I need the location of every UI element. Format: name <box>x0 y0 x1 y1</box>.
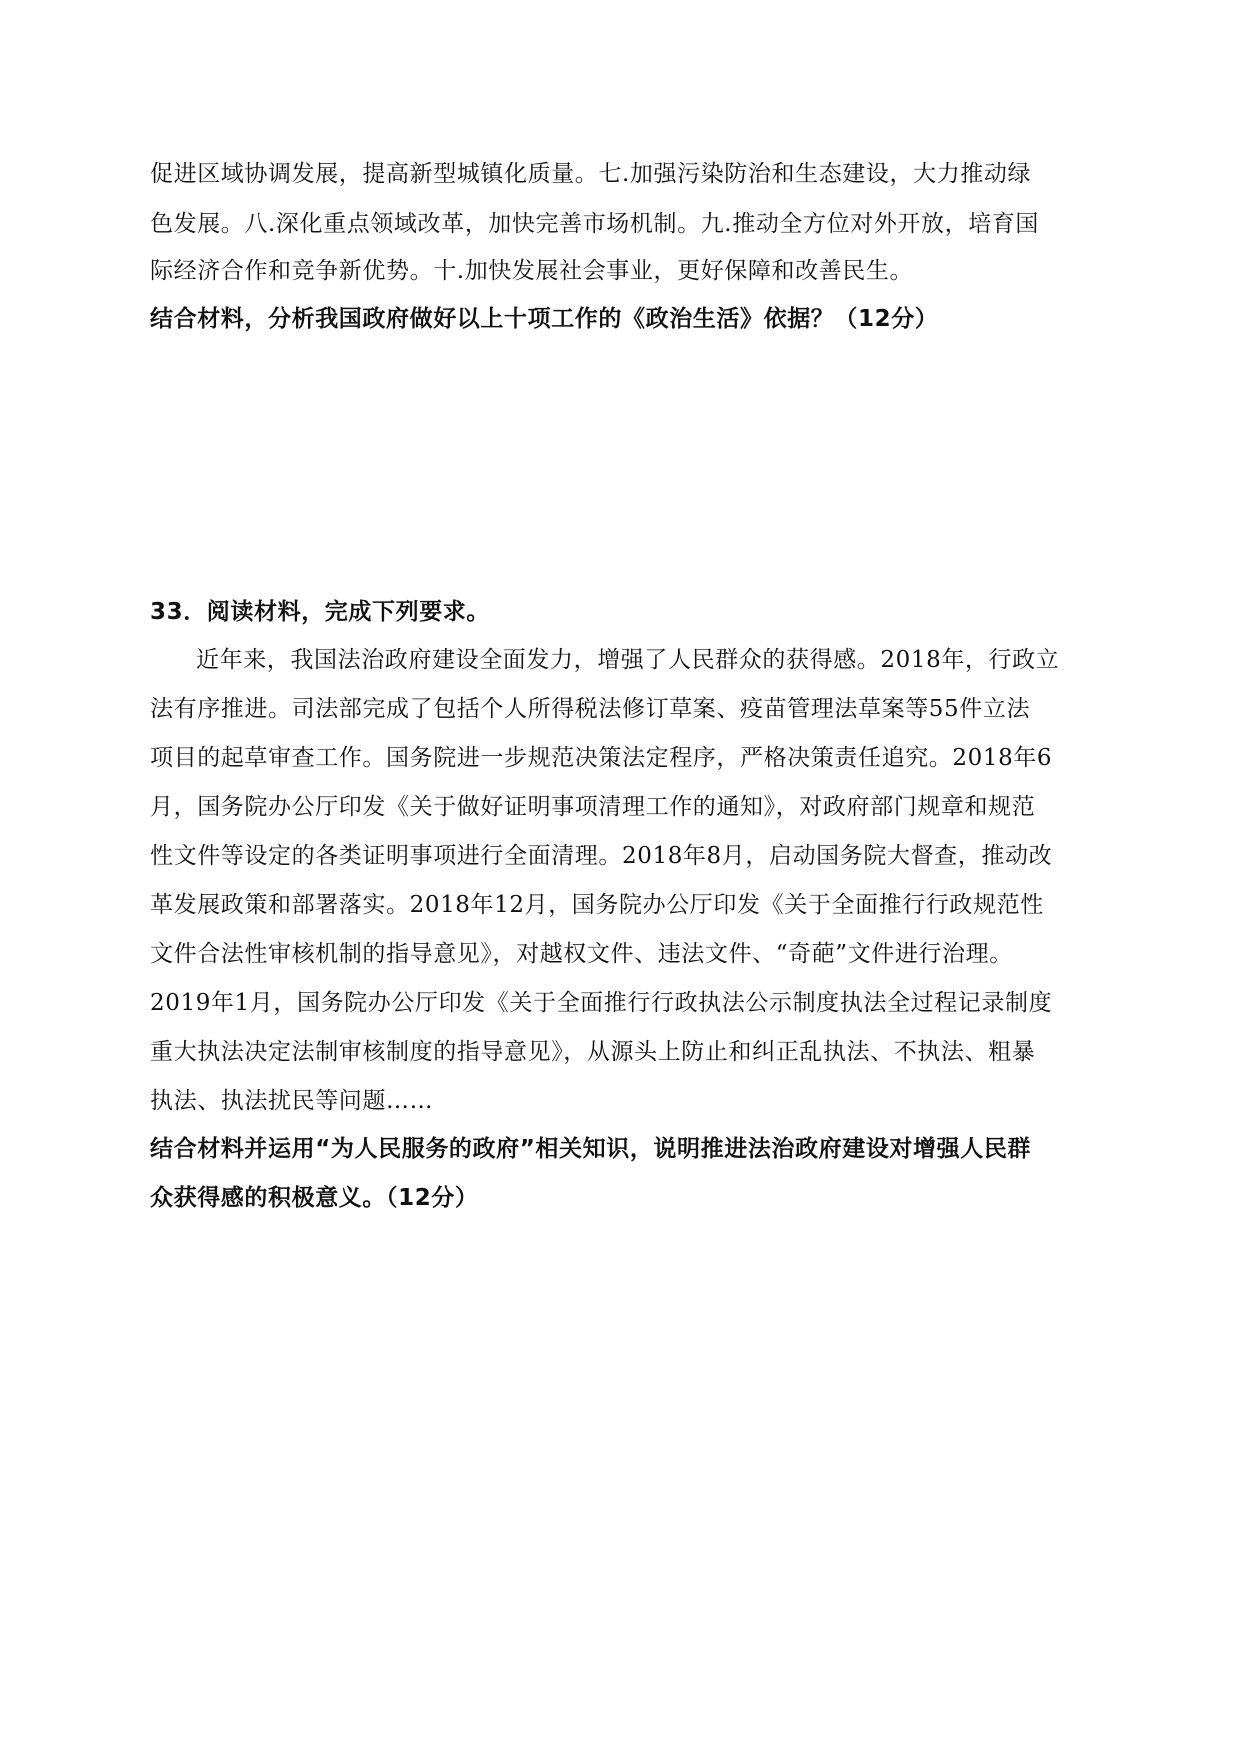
q33-heading: 33．阅读材料，完成下列要求。 <box>150 599 491 625</box>
q33-material-line-4: 月，国务院办公厅印发《关于做好证明事项清理工作的通知》，对政府部门规章和规范 <box>150 794 1036 820</box>
q33-material-line-3: 项目的起草审查工作。国务院进一步规范决策法定程序，严格决策责任追究。2018年6 <box>150 745 1053 771</box>
q33-question-line-1: 结合材料并运用“为人民服务的政府”相关知识，说明推进法治政府建设对增强人民群 <box>150 1136 1032 1162</box>
q32-material-line-2: 色发展。八.深化重点领域改革，加快完善市场机制。九.推动全方位对外开放，培育国 <box>150 211 1040 237</box>
q33-material-line-1: 近年来，我国法治政府建设全面发力，增强了人民群众的获得感。2018年，行政立 <box>196 647 1060 673</box>
q32-question: 结合材料，分析我国政府做好以上十项工作的《政治生活》依据？（12分） <box>150 306 939 332</box>
q33-question-line-2: 众获得感的积极意义。（12分） <box>150 1185 479 1211</box>
q33-material-line-6: 革发展政策和部署落实。2018年12月，国务院办公厅印发《关于全面推行行政规范性 <box>150 892 1044 918</box>
q33-material-line-2: 法有序推进。司法部完成了包括个人所得税法修订草案、疫苗管理法草案等55件立法 <box>150 696 1031 722</box>
q33-material-line-10: 执法、执法扰民等问题…… <box>150 1088 434 1114</box>
q33-material-line-5: 性文件等设定的各类证明事项进行全面清理。2018年8月，启动国务院大督查，推动改 <box>150 843 1053 869</box>
q32-material-line-3: 际经济合作和竞争新优势。十.加快发展社会事业，更好保障和改善民生。 <box>150 258 914 284</box>
q33-material-line-9: 重大执法决定法制审核制度的指导意见》，从源头上防止和纠正乱执法、不执法、粗暴 <box>150 1039 1036 1065</box>
q33-material-line-7: 文件合法性审核机制的指导意见》，对越权文件、违法文件、“奇葩”文件进行治理。 <box>150 941 1013 967</box>
q33-material-line-8: 2019年1月，国务院办公厅印发《关于全面推行行政执法公示制度执法全过程记录制度 <box>150 990 1053 1016</box>
q32-material-line-1: 促进区域协调发展，提高新型城镇化质量。七.加强污染防治和生态建设，大力推动绿 <box>150 161 1032 187</box>
